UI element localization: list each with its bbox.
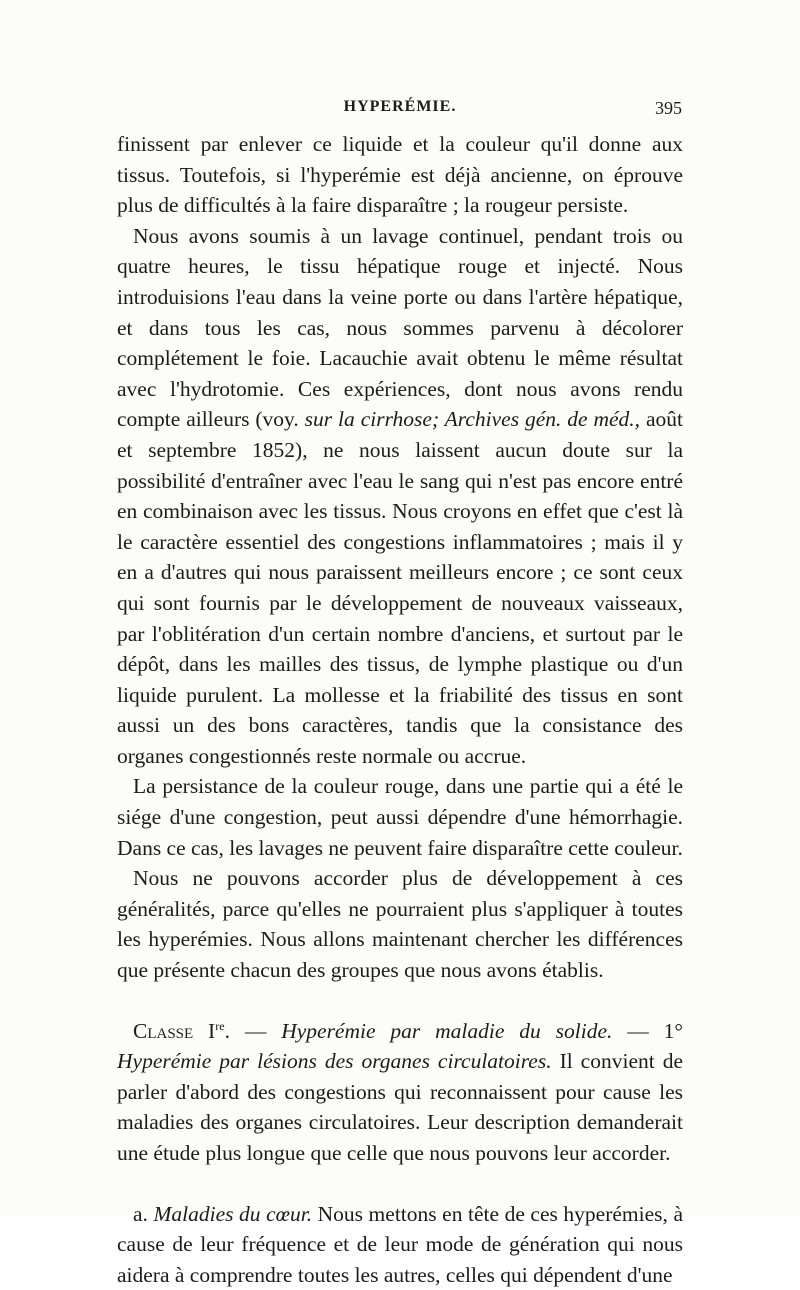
italic-reference: sur la cirrhose; Archives gén. de méd., [304,407,641,432]
paragraph-classe [117,1016,683,1169]
section-gap [117,1169,683,1199]
section-label: Classe I [133,1018,216,1043]
paragraph-generalites: Nous ne pouvons accorder plus de développement à ces généralités, parce qu'elles ne pourraient plus s'appliquer à toutes les hyperémies. Nous allons maintenant chercher les différences que présente chacun des groupes que nous avons établis. [117,866,683,983]
section-gap [117,986,683,1016]
page-number: 395 [655,98,682,118]
text-segment: Nous mettons en tête de ces hyperémies, à cause de leur fréquence et de leur mode de génération qui nous aidera à comprendre toutes les autres, celles qui dépendent d'une [117,1201,683,1287]
running-head [116,98,684,124]
paragraph-lavage [117,221,683,772]
section-label-superscript: re [215,1018,225,1033]
body-text [117,129,683,1290]
running-title: HYPERÉMIE. [343,98,457,115]
paragraph-continuation: finissent par enlever ce liquide et la couleur qu'il donne aux tissus. Toutefois, si l'hyperémie est déjà ancienne, on éprouve plus de difficultés à la faire disparaître ; la rougeur persiste. [117,132,683,218]
text-segment: Il convient de parler d'abord des congestions qui reconnaissent pour cause les maladies des organes circulatoires. Leur description demanderait une étude plus longue que celle que nous pouvons leur accorder. [117,1049,683,1165]
paragraph-maladies-coeur [117,1199,683,1290]
text-segment: août et septembre 1852), ne nous laissent aucun doute sur la possibilité d'entraîner avec l'eau le sang qui n'est pas encore entré en combinaison avec les tissus. Nous croyons en effet que c'est là le caractère essentiel des congestions inflammatoires ; mais il y en a d'autres qui nous paraissent meilleurs encore ; ce sont ceux qui sont fournis par le développement de nouveaux vaisseaux, par l'oblitération d'un certain nombre d'anciens, et surtout par le dépôt, dans les mailles des tissus, de lymphe plastique ou d'un liquide purulent. La mollesse et la friabilité des tissus en sont aussi un des bons caractères, tandis que la consistance des organes congestionnés reste normale ou accrue. [117,407,683,768]
italic-subheading: Maladies du cœur. [153,1201,313,1226]
text-segment: . — [224,1018,282,1043]
text-segment: a. [133,1201,154,1226]
italic-subheading: Hyperémie par lésions des organes circulatoires. [117,1049,552,1074]
italic-heading: Hyperémie par maladie du solide. [281,1018,613,1043]
text-segment: — 1° [612,1018,684,1043]
paragraph-persistance: La persistance de la couleur rouge, dans une partie qui a été le siége d'une congestion, peut aussi dépendre d'une hémorrhagie. Dans ce cas, les lavages ne peuvent faire disparaître cette couleur. [117,774,683,860]
text-segment: Nous avons soumis à un lavage continuel, pendant trois ou quatre heures, le tissu hépatique rouge et injecté. Nous introduisions l'eau dans la veine porte ou dans l'artère hépatique, et dans tous les cas, nous sommes parvenu à décolorer complétement le foie. Lacauchie avait obtenu le même résultat avec l'hydrotomie. Ces expériences, dont nous avons rendu compte ailleurs (voy. [117,223,683,432]
